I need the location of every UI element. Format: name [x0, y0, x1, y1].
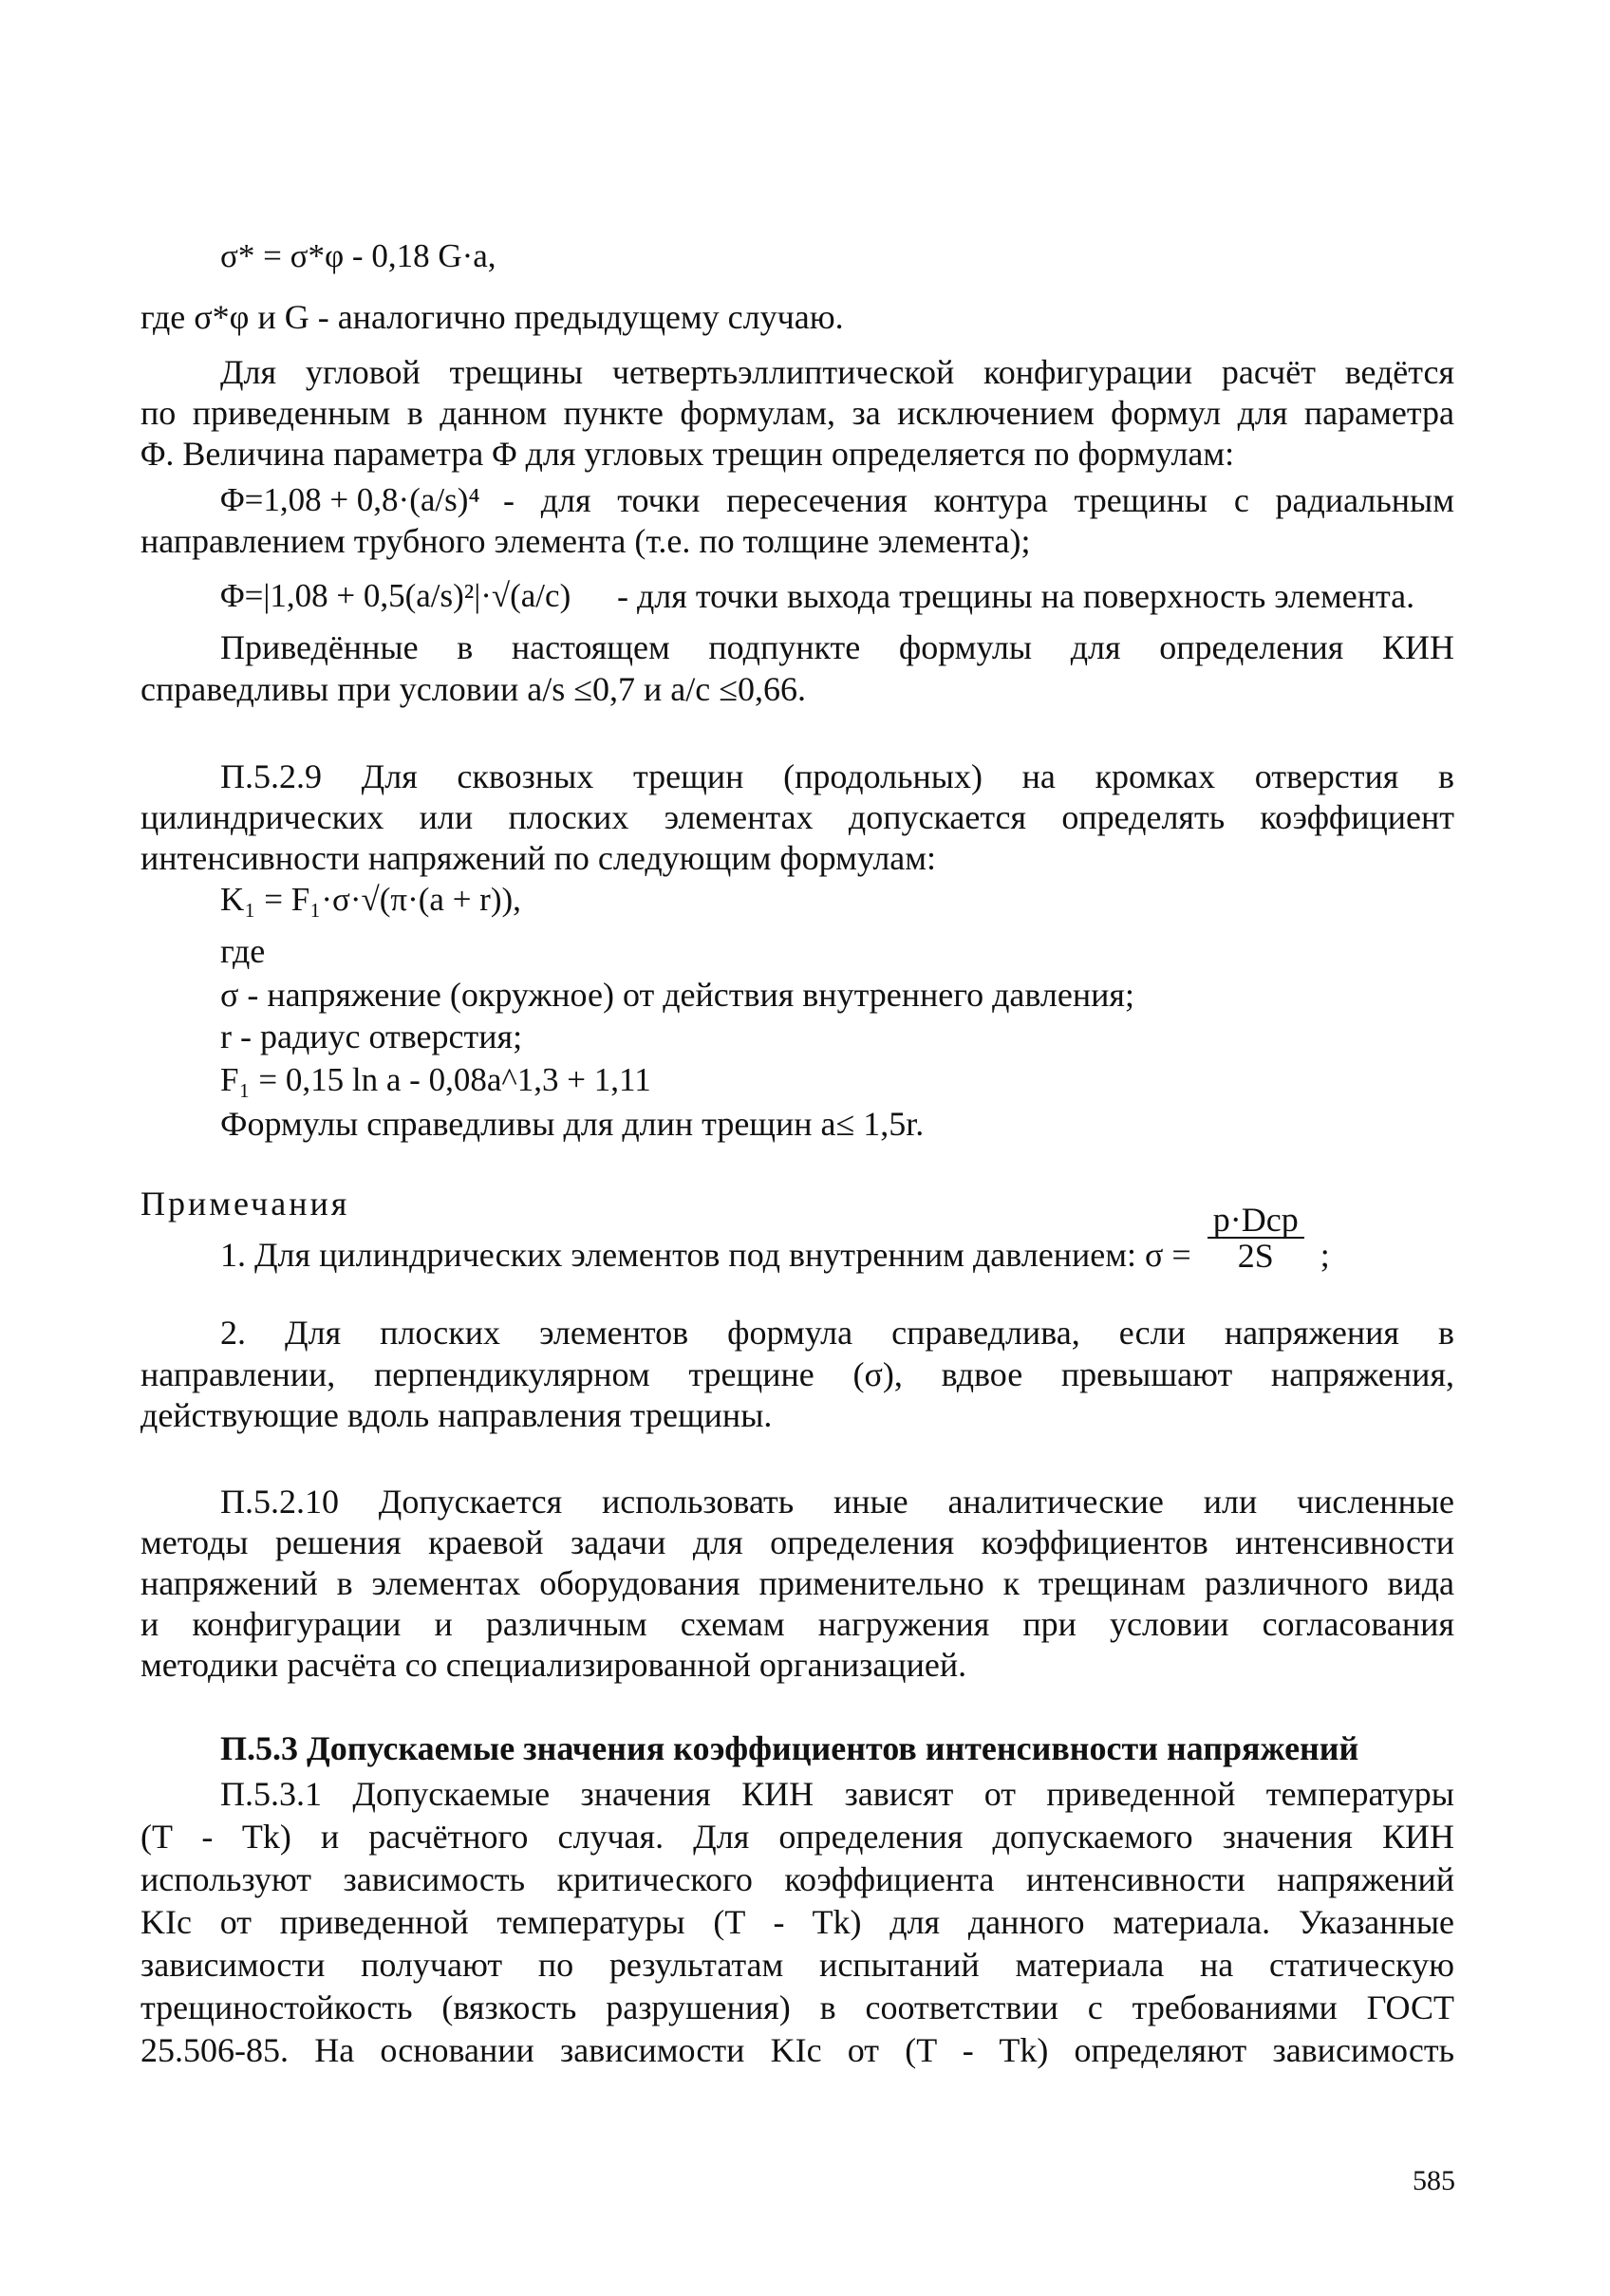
formula-phi-2: Φ=|1,08 + 0,5(a/s)²|·√(a/c) — [220, 577, 571, 614]
fraction-numerator: p·Dср — [1208, 1203, 1304, 1239]
text-line: интенсивности напряжений по следующим формулам: — [140, 839, 937, 877]
fraction — [1208, 1200, 1304, 1275]
notes-heading: Примечания — [140, 1185, 350, 1223]
section-5-3-1: П.5.3.1 Допускаемые значения КИН зависят от приведенной температуры — [220, 1775, 1454, 1813]
page-number: 585 — [1413, 2165, 1455, 2196]
text-line: KIc от приведенной температуры (T - Tk) для данного материала. Указанные — [140, 1903, 1454, 1941]
text-line: используют зависимость критического коэффициента интенсивности напряжений — [140, 1860, 1454, 1898]
text-line: Для угловой трещины четвертьэллиптической конфигурации расчёт ведётся — [220, 353, 1454, 391]
text-line: и конфигурации и различным схемам нагружения при условии согласования — [140, 1605, 1454, 1643]
section-5-2-9: П.5.2.9 Для сквозных трещин (продольных) на кромках отверстия в — [220, 757, 1454, 795]
text-line: действующие вдоль направления трещины. — [140, 1396, 773, 1434]
formula-f1: F₁ = 0,15 ln a - 0,08a^1,3 + 1,11 — [220, 1061, 651, 1098]
text-line: Формулы справедливы для длин трещин a≤ 1,5r. — [220, 1105, 925, 1143]
text-line: направлении, перпендикулярном трещине (σ), вдвое превышают напряжения, — [140, 1355, 1454, 1393]
text-line: 25.506-85. На основании зависимости KIc от (T - Tk) определяют зависимость — [140, 2031, 1454, 2069]
section-heading-5-3: П.5.3 Допускаемые значения коэффициентов интенсивности напряжений — [220, 1729, 1359, 1767]
text-line: (T - Tk) и расчётного случая. Для определения допускаемого значения КИН — [140, 1818, 1454, 1856]
formula-phi-1: Φ=1,08 + 0,8·(a/s)⁴ — [220, 481, 480, 518]
text-line: Приведённые в настоящем подпункте формулы для определения КИН — [220, 628, 1454, 666]
section-5-2-10: П.5.2.10 Допускается использовать иные аналитические или численные — [220, 1483, 1454, 1521]
text-line: цилиндрических или плоских элементах допускается определять коэффициент — [140, 798, 1454, 836]
note-1 — [220, 1200, 1330, 1276]
text-line: по приведенным в данном пункте формулам, за исключением формул для параметра — [140, 394, 1454, 432]
text-line: r - радиус отверстия; — [220, 1017, 523, 1055]
text-line: где — [220, 932, 266, 970]
formula-sigma-star: σ* = σ*φ - 0,18 G·a, — [220, 237, 496, 274]
text-line: где σ*φ и G - аналогично предыдущему случаю. — [140, 298, 844, 336]
text-line: методы решения краевой задачи для определения коэффициентов интенсивности — [140, 1523, 1454, 1561]
text-line: методики расчёта со специализированной организацией. — [140, 1646, 967, 1684]
formula-k1: K₁ = F₁·σ·√(π·(a + r)), — [220, 881, 521, 918]
text-line: справедливы при условии a/s ≤0,7 и a/c ≤0,66. — [140, 670, 806, 708]
text-line: Φ. Величина параметра Φ для угловых трещин определяется по формулам: — [140, 435, 1235, 473]
text-line: - для точки пересечения контура трещины с радиальным — [503, 481, 1454, 519]
fraction-denominator: 2S — [1237, 1236, 1274, 1275]
note-2: 2. Для плоских элементов формула справедлива, если напряжения в — [220, 1314, 1454, 1352]
text-line: зависимости получают по результатам испытаний материала на статическую — [140, 1946, 1454, 1984]
text-line: - для точки выхода трещины на поверхность элемента. — [617, 577, 1415, 615]
text-line: σ - напряжение (окружное) от действия внутреннего давления; — [220, 976, 1134, 1014]
note-1-text: 1. Для цилиндрических элементов под внутренним давлением: σ = — [220, 1236, 1191, 1274]
text-line: направлением трубного элемента (т.е. по толщине элемента); — [140, 522, 1031, 560]
text-line: напряжений в элементах оборудования применительно к трещинам различного вида — [140, 1564, 1454, 1602]
text-line: трещиностойкость (вязкость разрушения) в соответствии с требованиями ГОСТ — [140, 1988, 1454, 2026]
note-1-end: ; — [1320, 1236, 1330, 1274]
